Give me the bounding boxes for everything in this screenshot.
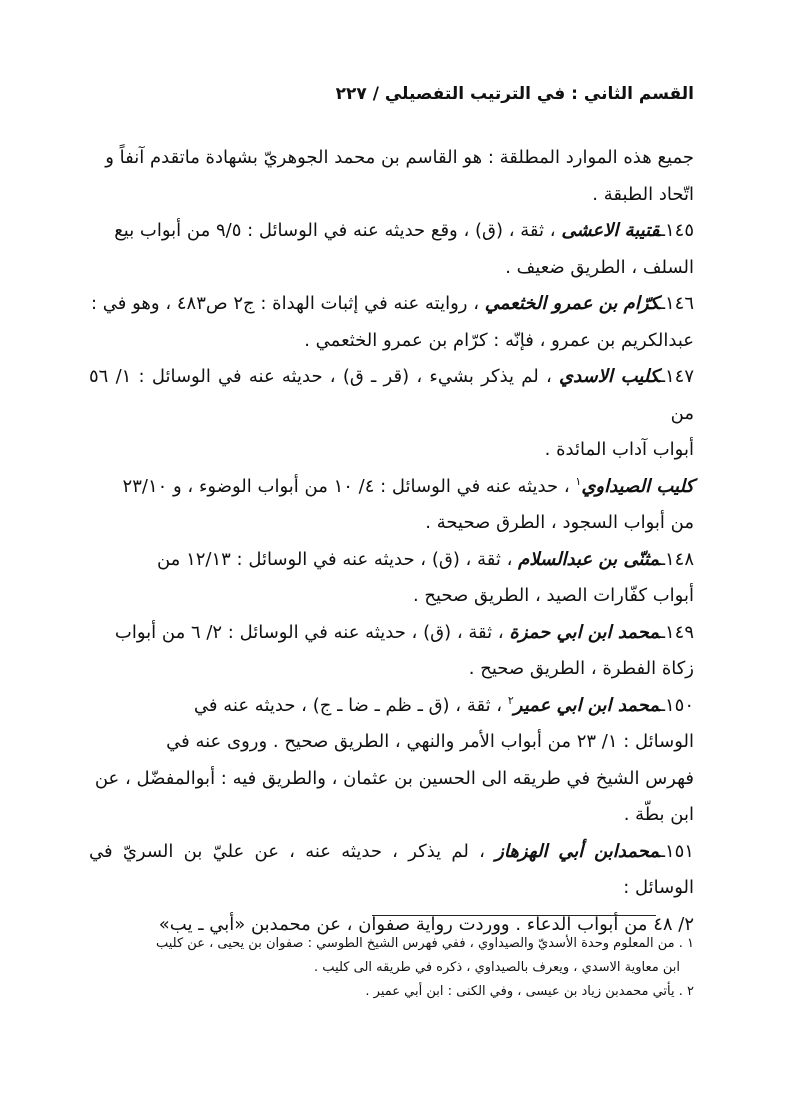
- narrator-name: قتيبة الاعشى: [561, 220, 660, 241]
- narrator-name: كليب الصيداوي: [581, 475, 694, 497]
- footnote-1: [89, 932, 694, 956]
- paragraph-intro: [89, 140, 694, 213]
- entry-text: ، ثقة ، (ق) ، حديثه عنه في الوسائل : ٢/ ٦ من أبواب: [114, 621, 504, 643]
- entry-number: ١٤٥ـ: [659, 220, 694, 241]
- entry-146: [89, 286, 694, 359]
- entry-continuation: من أبواب السجود ، الطرق صحيحة .: [425, 512, 694, 533]
- footnote-line: ٢ . يأتي محمدبن زياد بن عيسى ، وفي الكنى : ابن أبي عمير .: [365, 984, 694, 999]
- entry-text: ، ثقة ، (ق) ، وقع حديثه عنه في الوسائل : ٩/٥ من أبواب بيع: [114, 220, 556, 241]
- narrator-name: مثنّى بن عبدالسلام: [518, 548, 660, 570]
- footnotes: [89, 932, 694, 1004]
- narrator-name: محمد ابن ابي عمير: [513, 694, 660, 716]
- entry-continuation: عبدالكريم بن عمرو ، فإنّه : كرّام بن عمرو الخثعمي .: [304, 329, 694, 351]
- entry-148: [89, 542, 694, 615]
- footnote-line: ١ . من المعلوم وحدة الأسديّ والصيداوي ، ففي فهرس الشيخ الطوسي : صفوان بن يحيى ، عن كليب: [155, 936, 694, 951]
- entry-149: [89, 615, 694, 688]
- entry-text: ، ثقة ، (ق ـ ظم ـ ضا ـ ج) ، حديثه عنه في: [193, 694, 503, 716]
- entry-saydawi: [89, 469, 694, 542]
- entry-continuation: أبواب آداب المائدة .: [544, 439, 694, 460]
- text-line: جميع هذه الموارد المطلقة : هو القاسم بن محمد الجوهريّ بشهادة ماتقدم آنفاً و: [105, 147, 694, 168]
- entry-145: [89, 213, 694, 286]
- entry-text: ، لم يذكر بشيء ، (قر ـ ق) ، حديثه عنه في الوسائل : ١/ ٥٦ من: [89, 366, 694, 424]
- entry-continuation: زكاة الفطرة ، الطريق صحيح .: [468, 658, 694, 679]
- entry-number: ١٤٩ـ: [659, 621, 694, 643]
- footnote-marker[interactable]: ٢: [507, 693, 514, 707]
- entry-number: ١٥٠ـ: [659, 694, 694, 716]
- entry-number: ١٥١ـ: [659, 840, 694, 862]
- entry-number: ١٤٧ـ: [659, 366, 694, 387]
- entry-number: ١٤٦ـ: [659, 293, 694, 314]
- entry-continuation: ابن بطّة .: [623, 804, 694, 825]
- entry-continuation: ٢/ ٤٨ من أبواب الدعاء . ووردت رواية صفوان ، عن محمدبن «أبي ـ يب»: [158, 913, 694, 935]
- main-text: [89, 140, 694, 943]
- narrator-name: محمدابن أبي الهزهاز: [495, 840, 660, 862]
- entry-text: ، حديثه عنه في الوسائل : ٤/ ١٠ من أبواب الوضوء ، و ٢٣/١٠: [122, 475, 570, 497]
- running-header: القسم الثاني : في الترتيب التفصيلي / ٢٢٧: [335, 84, 694, 104]
- footnote-separator: [372, 915, 656, 916]
- entry-150: [89, 688, 694, 834]
- footnote-line: ابن معاوية الاسدي ، ويعرف بالصيداوي ، ذكره في طريقه الى كليب .: [314, 960, 680, 975]
- narrator-name: محمد ابن ابي حمزة: [509, 621, 660, 643]
- text-line: اتّحاد الطبقة .: [592, 183, 694, 205]
- footnote-marker[interactable]: ١: [575, 474, 582, 488]
- entry-text: ، ثقة ، (ق) ، حديثه عنه في الوسائل : ١٢/١٣ من: [156, 548, 513, 570]
- entry-text: ، لم يذكر ، حديثه عنه ، عن عليّ بن السريّ في الوسائل :: [89, 840, 694, 898]
- footnote-2: [89, 980, 694, 1004]
- narrator-name: كليب الاسدي: [559, 366, 660, 387]
- footnote-1-continuation: [89, 956, 694, 980]
- entry-number: ١٤٨ـ: [659, 548, 694, 570]
- narrator-name: كرّام بن عمرو الخثعمي: [484, 293, 660, 314]
- entry-text: ، روايته عنه في إثبات الهداة : ج٢ ص٤٨٣ ، وهو في :: [91, 293, 480, 314]
- entry-continuation: السلف ، الطريق ضعيف .: [505, 256, 694, 278]
- entry-147: [89, 359, 694, 469]
- entry-continuation: الوسائل : ١/ ٢٣ من أبواب الأمر والنهي ، الطريق صحيح . وروى عنه في: [166, 731, 694, 752]
- entry-151: [89, 834, 694, 944]
- entry-continuation: فهرس الشيخ في طريقه الى الحسين بن عثمان ، والطريق فيه : أبوالمفضّل ، عن: [94, 767, 694, 789]
- entry-continuation: أبواب كفّارات الصيد ، الطريق صحيح .: [412, 585, 694, 606]
